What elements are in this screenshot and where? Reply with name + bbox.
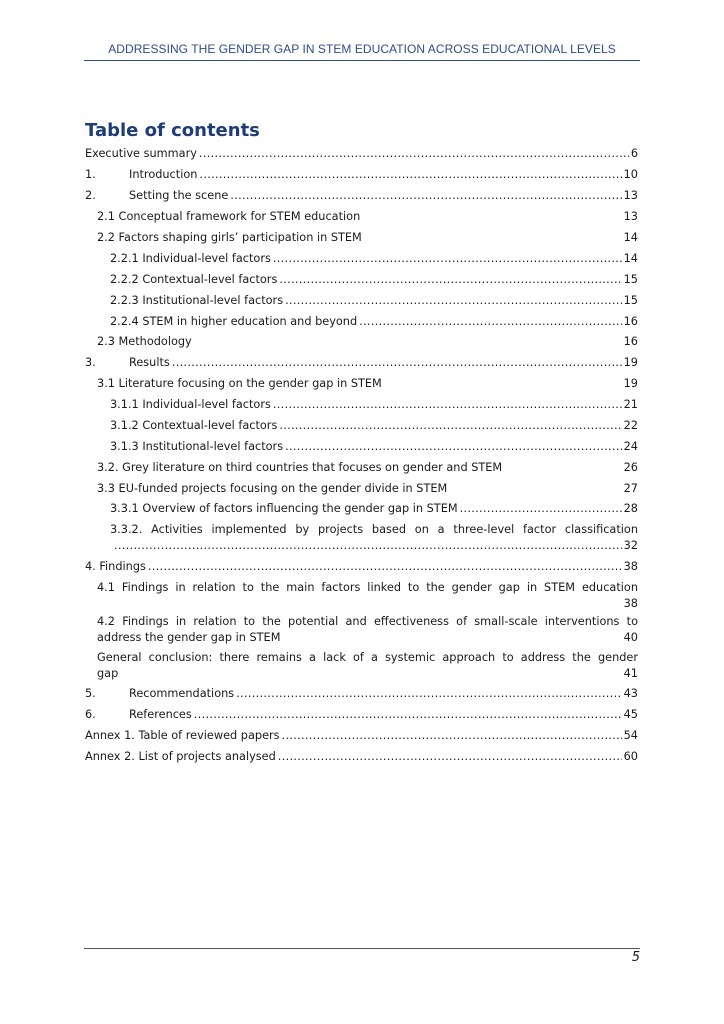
toc-entry-recommendations[interactable] — [85, 686, 638, 702]
leader-dots — [273, 397, 622, 413]
toc-entry-page: 14 — [623, 231, 638, 244]
toc-entry-2-2-1[interactable] — [110, 251, 638, 267]
toc-entry-3-3-1[interactable] — [110, 501, 638, 517]
leader-dots — [279, 272, 621, 288]
toc-entry-page: 26 — [623, 461, 638, 474]
toc-entry-label: 2.2 Factors shaping girls’ participation in STEM — [97, 231, 362, 244]
header-divider — [84, 60, 640, 61]
toc-entry-label: References — [129, 708, 192, 721]
toc-entry-page: 13 — [623, 210, 638, 223]
toc-entry-2-3[interactable] — [97, 334, 638, 350]
toc-entry-2-2-3[interactable] — [110, 293, 638, 309]
toc-entry-3-1-1[interactable] — [110, 397, 638, 413]
toc-entry-label: 3.3.2. Activities implemented by projects based on a three-level factor classification — [110, 523, 638, 536]
leader-dots — [273, 251, 622, 267]
toc-entry-page: 40 — [623, 631, 638, 644]
leader-dots — [114, 538, 622, 554]
toc-entry-findings[interactable] — [85, 559, 638, 575]
toc-entry-number: 5. — [85, 687, 96, 700]
toc-entry-page: 13 — [623, 189, 638, 202]
toc-entry-3-3-2-leader — [114, 538, 638, 554]
toc-entry-label-line1: General conclusion: there remains a lack of a systemic approach to address the gender — [97, 651, 638, 664]
toc-entry-page: 28 — [623, 502, 638, 515]
toc-entry-3-1[interactable] — [97, 376, 638, 392]
toc-entry-page: 38 — [623, 597, 638, 610]
toc-entry-page: 43 — [623, 687, 638, 700]
toc-entry-page: 27 — [623, 482, 638, 495]
toc-entry-label: 2.2.3 Institutional-level factors — [110, 294, 284, 307]
leader-dots — [285, 293, 622, 309]
toc-entry-setting-the-scene[interactable] — [85, 188, 638, 204]
toc-entry-page: 19 — [623, 356, 638, 369]
toc-entry-annex-2[interactable] — [85, 749, 638, 765]
page-number: 5 — [631, 950, 640, 965]
toc-entry-2-2-2[interactable] — [110, 272, 638, 288]
leader-dots — [282, 728, 622, 744]
toc-entry-label: Setting the scene — [129, 189, 229, 202]
toc-entry-page: 45 — [623, 708, 638, 721]
toc-entry-number: 3. — [85, 356, 96, 369]
toc-entry-label: 3.2. Grey literature on third countries that focuses on gender and STEM — [97, 461, 503, 474]
toc-entry-page: 19 — [623, 377, 638, 390]
toc-entry-page: 22 — [623, 419, 638, 432]
toc-entry-label: 3.1 Literature focusing on the gender gap in STEM — [97, 377, 382, 390]
toc-entry-page: 60 — [623, 750, 638, 763]
toc-entry-page: 16 — [623, 315, 638, 328]
leader-dots — [278, 749, 622, 765]
toc-entry-2-2[interactable] — [97, 230, 638, 246]
toc-entry-label: Annex 2. List of projects analysed — [85, 750, 276, 763]
toc-entry-label: 3.1.1 Individual-level factors — [110, 398, 271, 411]
toc-entry-page: 15 — [623, 273, 638, 286]
toc-entry-number: 1. — [85, 168, 96, 181]
toc-entry-label-line2: address the gender gap in STEM — [97, 631, 281, 644]
toc-entry-4-2[interactable] — [97, 614, 638, 646]
toc-entry-3-2[interactable] — [97, 460, 638, 476]
toc-entry-page: 16 — [623, 335, 638, 348]
leader-dots — [194, 707, 622, 723]
leader-dots — [279, 418, 621, 434]
leader-dots — [285, 439, 622, 455]
leader-dots — [199, 146, 629, 162]
toc-entry-annex-1[interactable] — [85, 728, 638, 744]
toc-entry-label-line2: gap — [97, 667, 119, 680]
leader-dots — [172, 355, 622, 371]
toc-entry-label: 4. Findings — [85, 560, 146, 573]
leader-dots — [148, 559, 622, 575]
toc-entry-page: 54 — [623, 729, 638, 742]
toc-entry-page: 10 — [623, 168, 638, 181]
toc-entry-3-1-3[interactable] — [110, 439, 638, 455]
toc-entry-general-conclusion[interactable] — [97, 650, 638, 682]
toc-entry-number: 2. — [85, 189, 96, 202]
toc-entry-label-line1: 4.2 Findings in relation to the potential and effectiveness of small-scale interventions to — [97, 615, 638, 628]
toc-title: Table of contents — [85, 120, 260, 141]
footer-divider — [84, 948, 640, 949]
toc-entry-page: 41 — [623, 667, 638, 680]
toc-entry-label: Results — [129, 356, 170, 369]
leader-dots — [359, 314, 622, 330]
toc-entry-references[interactable] — [85, 707, 638, 723]
toc-entry-3-3-2[interactable] — [110, 522, 638, 538]
toc-entry-label: 2.2.4 STEM in higher education and beyond — [110, 315, 358, 328]
toc-entry-label: 2.1 Conceptual framework for STEM education — [97, 210, 361, 223]
toc-entry-label: 2.2.2 Contextual-level factors — [110, 273, 278, 286]
leader-dots — [230, 188, 621, 204]
toc-entry-label: Introduction — [129, 168, 198, 181]
toc-entry-page: 6 — [630, 147, 638, 160]
toc-entry-page: 15 — [623, 294, 638, 307]
toc-entry-3-3[interactable] — [97, 481, 638, 497]
toc-entry-label: 2.3 Methodology — [97, 335, 192, 348]
running-header: ADDRESSING THE GENDER GAP IN STEM EDUCATION ACROSS EDUCATIONAL LEVELS — [108, 42, 616, 56]
toc-entry-3-1-2[interactable] — [110, 418, 638, 434]
toc-entry-label: Executive summary — [85, 147, 197, 160]
toc-entry-page: 38 — [623, 560, 638, 573]
toc-entry-label: 3.3 EU-funded projects focusing on the gender divide in STEM — [97, 482, 448, 495]
toc-entry-introduction[interactable] — [85, 167, 638, 183]
toc-entry-page: 32 — [623, 539, 638, 552]
toc-entry-results[interactable] — [85, 355, 638, 371]
toc-entry-4-1[interactable] — [97, 580, 638, 612]
toc-entry-executive-summary[interactable] — [85, 146, 638, 162]
toc-entry-label: 3.1.2 Contextual-level factors — [110, 419, 278, 432]
toc-entry-label: Recommendations — [129, 687, 235, 700]
toc-entry-label: 3.3.1 Overview of factors influencing the gender gap in STEM — [110, 502, 458, 515]
toc-entry-label: 2.2.1 Individual-level factors — [110, 252, 271, 265]
toc-entry-label: 4.1 Findings in relation to the main factors linked to the gender gap in STEM education — [97, 581, 638, 594]
toc-entry-page: 21 — [623, 398, 638, 411]
toc-entry-number: 6. — [85, 708, 96, 721]
toc-entry-label: Annex 1. Table of reviewed papers — [85, 729, 280, 742]
toc-entry-page: 14 — [623, 252, 638, 265]
leader-dots — [460, 501, 622, 517]
toc-entry-label: 3.1.3 Institutional-level factors — [110, 440, 284, 453]
leader-dots — [199, 167, 621, 183]
toc-entry-2-2-4[interactable] — [110, 314, 638, 330]
toc-entry-page: 24 — [623, 440, 638, 453]
leader-dots — [236, 686, 621, 702]
toc-entry-2-1[interactable] — [97, 209, 638, 225]
